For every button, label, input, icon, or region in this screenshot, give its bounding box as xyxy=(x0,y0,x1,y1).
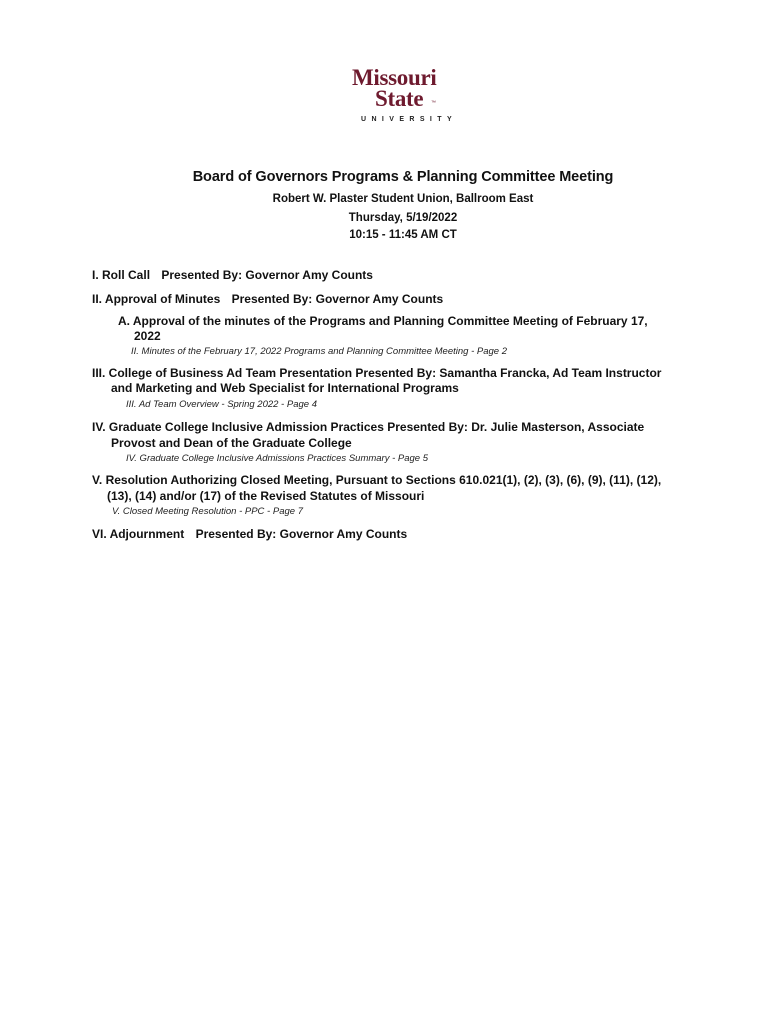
agenda-item-number: I. xyxy=(92,268,99,282)
agenda-item-number: II. xyxy=(92,292,103,306)
attachment-link-resolution[interactable]: V. Closed Meeting Resolution - PPC - Page 7 xyxy=(112,506,303,517)
meeting-title: Board of Governors Programs & Planning Committee Meeting xyxy=(192,169,614,185)
agenda-item-ad-team-line1: III. College of Business Ad Team Presentation Presented By: Samantha Francka, Ad Team Instructor xyxy=(92,366,662,380)
agenda-item-presenter: Presented By: Governor Amy Counts xyxy=(161,268,373,282)
agenda-item-graduate-line1: IV. Graduate College Inclusive Admission Practices Presented By: Dr. Julie Masterson, Associate xyxy=(92,420,645,434)
agenda-item-closed-meeting-line2: (13), (14) and/or (17) of the Revised Statutes of Missouri xyxy=(107,489,425,503)
agenda-item-graduate-line2: Provost and Dean of the Graduate College xyxy=(111,436,352,450)
university-logo xyxy=(330,66,470,126)
agenda-item-approval-of-minutes xyxy=(92,290,443,308)
meeting-time: 10:15 - 11:45 AM CT xyxy=(349,229,457,241)
agenda-item-closed-meeting-line1: V. Resolution Authorizing Closed Meeting, Pursuant to Sections 610.021(1), (2), (3), (6), (9), (11), (12), xyxy=(92,473,662,487)
agenda-item-adjournment xyxy=(92,525,407,543)
agenda-subitem-a-line1: A. Approval of the minutes of the Programs and Planning Committee Meeting of February 17, xyxy=(118,314,648,328)
attachment-link-ad-team[interactable]: III. Ad Team Overview - Spring 2022 - Page 4 xyxy=(126,399,317,410)
agenda-item-roll-call xyxy=(92,266,373,284)
agenda-item-presenter: Presented By: Governor Amy Counts xyxy=(231,292,444,306)
agenda-item-presenter: Presented By: Governor Amy Counts xyxy=(195,527,408,541)
logo-line-state: State xyxy=(375,86,424,111)
logo-line-missouri: Missouri xyxy=(352,65,437,90)
agenda-item-title: Adjournment xyxy=(109,527,185,541)
attachment-link-minutes[interactable]: II. Minutes of the February 17, 2022 Programs and Planning Committee Meeting - Page 2 xyxy=(131,346,507,357)
agenda-item-title: Approval of Minutes xyxy=(104,292,221,306)
logo-trademark: ™ xyxy=(431,100,436,106)
agenda-item-title: Roll Call xyxy=(102,268,151,282)
attachment-link-graduate[interactable]: IV. Graduate College Inclusive Admissions Practices Summary - Page 5 xyxy=(126,453,429,464)
meeting-date: Thursday, 5/19/2022 xyxy=(348,212,458,224)
agenda-subitem-a-line2: 2022 xyxy=(134,329,161,343)
logo-line-university: UNIVERSITY xyxy=(361,116,458,123)
meeting-location: Robert W. Plaster Student Union, Ballroom East xyxy=(272,193,534,205)
agenda-item-number: VI. xyxy=(92,527,107,541)
agenda-item-ad-team-line2: and Marketing and Web Specialist for International Programs xyxy=(111,381,459,395)
